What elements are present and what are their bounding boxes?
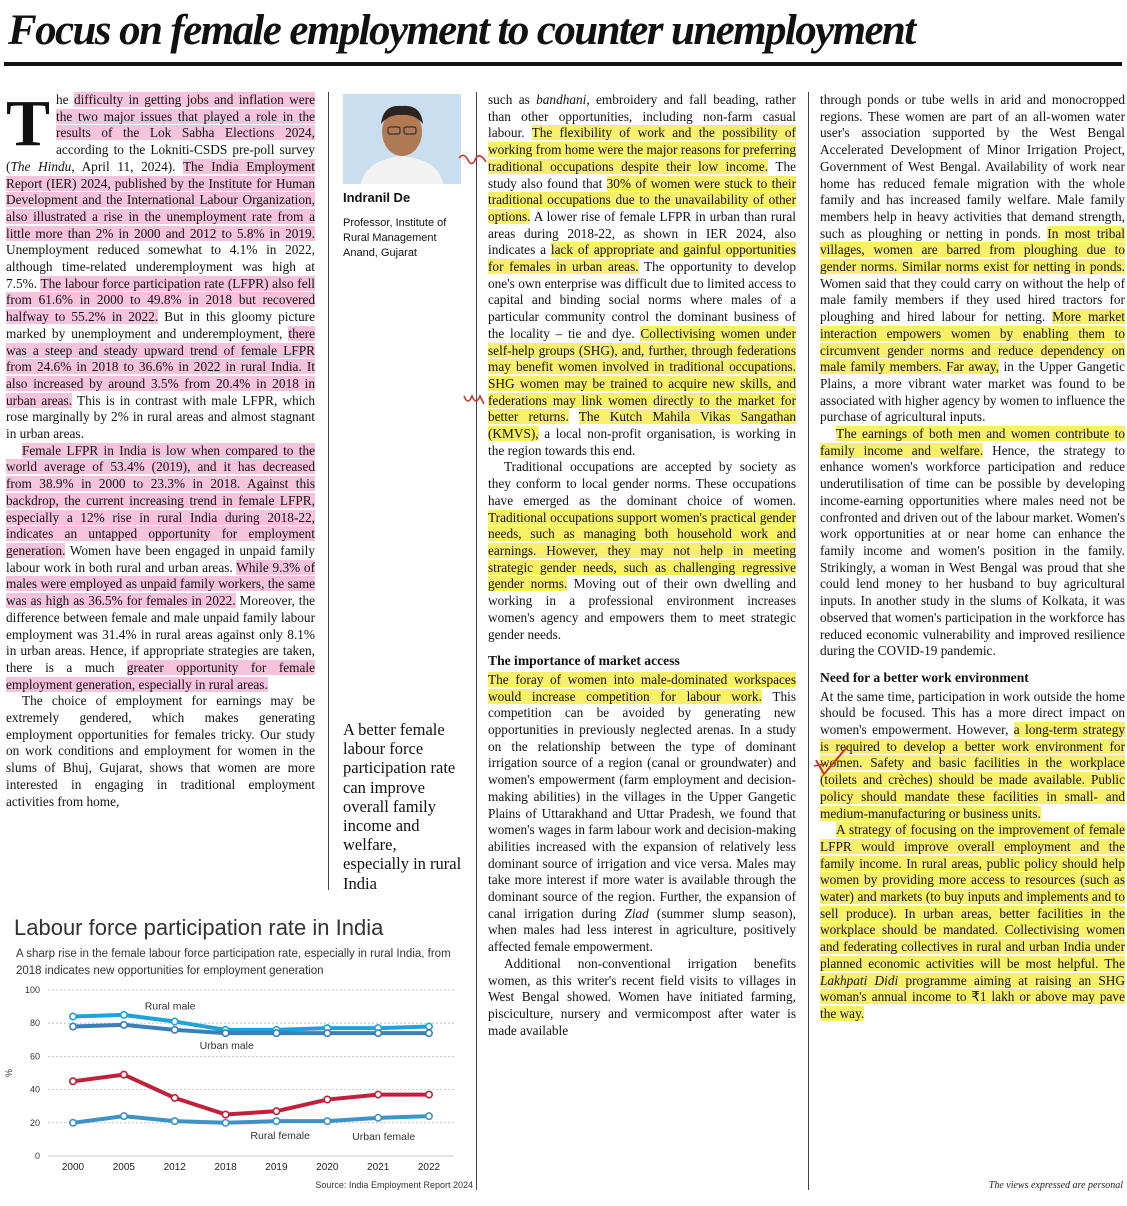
x-tick-label: 2019 (265, 1162, 288, 1173)
y-tick-label: 100 (24, 985, 40, 995)
data-point (222, 1030, 228, 1036)
subheading: The importance of market access (488, 653, 680, 669)
data-point (324, 1118, 330, 1124)
column-rule (808, 92, 809, 1190)
text-run: in the Upper Gangetic Plains, a more vibrant water market was found to be associated with higher agency by women to influence the purchase of agricultural inputs. (820, 359, 1125, 425)
highlighted-text: 30% of women were stuck to their traditional occupations due to the unavailability of other options. (488, 175, 796, 224)
author-photo (343, 94, 461, 184)
text-run: Additional non-conventional irrigation benefits women, as this writer's recent field visits to villages in West Bengal showed. Women have initiated farming, pisciculture, nursery and vermicompost after water is made available (488, 955, 796, 1038)
text-run: This competition can be avoided by generating new opportunities in previously neglected arenas. In a study on the relationship between the type of dominant irrigation source of a region (canal or groundwater) and women's empowerment (farm employment and decision-making abilities) in the villages in the Upper Gangetic Plains of Uttarakhand and Uttar Pradesh, we found that women's wages in farm labour work and decision-making abilities increased with the expansion of relatively less dominant source of irrigation and vice versa. Males may take more interest if more water is available through the dominant source of the region. Further, the expansion of canal irrigation during (488, 688, 796, 921)
highlighted-text: greater opportunity for female employment generation, especially in rural areas. (6, 659, 315, 692)
highlighted-text: lack of appropriate and gainful opportunities for females in urban areas. (488, 242, 796, 275)
article-column-1 (6, 92, 315, 892)
highlighted-text: The labour force participation rate (LFPR) also fell from 61.6% in 2000 to 49.8% in 2018 but recovered halfway to 55.2% in 2022. (6, 275, 315, 325)
data-point (426, 1023, 432, 1029)
data-point (121, 1012, 127, 1018)
chart-subtitle: A sharp rise in the female labour force participation rate, especially in rural India, from 2018 indicates new opportunities for employment generation (16, 948, 451, 977)
series-label: Rural male (144, 1000, 196, 1013)
data-point (273, 1030, 279, 1036)
italic-text: Ziad (624, 905, 649, 921)
handwritten-annotation-icon (462, 390, 490, 412)
text-run: But in this gloomy picture marked by unemployment and underemployment, (6, 309, 315, 341)
data-point (70, 1013, 76, 1019)
series-label: Urban male (199, 1040, 254, 1053)
data-point (121, 1071, 127, 1077)
highlighted-text: The earnings of both men and women contribute to family income and welfare. (820, 426, 1125, 458)
x-tick-label: 2018 (214, 1162, 237, 1173)
data-point (172, 1118, 178, 1124)
paragraph (488, 956, 796, 1040)
text-run: Hence, the strategy to enhance women's workforce participation and reduce underutilisation of time can be possible by developing income-earning opportunities where males need not be confronted and driven out of the labour market. Women's work opportunities at or near home can enhance the family income and women's position in the family. Strikingly, a woman in West Bengal was proud that she could lend money to her husband to buy agricultural inputs. In another study in the slums of Kolkata, it was observed that women's participation in the workforce has reduced economic vulnerability and improved resilience during the COVID-19 pandemic. (820, 442, 1125, 659)
top-rule (4, 62, 1122, 66)
highlighted-text: In most tribal villages, women are barred from ploughing due to gender norms. Similar norms exist for netting in ponds. (820, 225, 1125, 275)
text-run: Unemployment reduced somewhat to 4.1% in 2022, although time-related underemployment was high at 7.5%. (6, 242, 315, 291)
text-run: a local non-profit organisation, is working in the region towards this end. (488, 426, 796, 458)
text-run: The choice of employment for earnings may be extremely gendered, which makes generating employment opportunities for females tricky. Our study on work conditions and employment for women in the slums of Bhuj, Gujarat, shows that women are more interested in engaging in traditional employment activities from home, (6, 693, 315, 809)
x-tick-label: 2000 (61, 1162, 85, 1173)
series-label: Urban female (352, 1130, 416, 1143)
data-point (222, 1120, 228, 1126)
paragraph (820, 822, 1125, 1022)
paragraph (488, 459, 796, 643)
paragraph (820, 92, 1125, 426)
paragraph (820, 689, 1125, 823)
data-point (172, 1018, 178, 1024)
data-point (70, 1078, 76, 1084)
data-point (172, 1027, 178, 1033)
x-tick-label: 2012 (163, 1162, 186, 1173)
author-name: Indranil De (343, 190, 411, 205)
column-rule (476, 92, 477, 1190)
paragraph (6, 92, 315, 443)
text-run: This is in contrast with male LFPR, which rose marginally by 2% in rural areas and almost stagnant in urban areas. (6, 392, 315, 442)
subheading: Need for a better work environment (820, 669, 1029, 685)
article-column-4 (820, 92, 1125, 1172)
y-tick-label: 20 (29, 1117, 40, 1128)
data-point (375, 1030, 381, 1036)
data-point (375, 1115, 381, 1121)
data-point (70, 1023, 76, 1029)
headline: Focus on female employment to counter unemployment (8, 7, 915, 54)
x-tick-label: 2022 (417, 1162, 441, 1173)
highlighted-text: Lakhpati Didi (820, 972, 899, 988)
text-run: Traditional occupations are accepted by society as they conform to local gender norms. These occupations have emerged as the dominant choice of women. (488, 459, 796, 508)
text-run: The opportunity to develop one's own enterprise was difficult due to limited access to capital and binding social norms where males of a particular community control the dominant business of the locality – tie and dye. (488, 259, 796, 341)
text-run: he (56, 92, 74, 107)
text-run: Women have been engaged in unpaid family labour work in both rural and urban areas. (6, 542, 315, 575)
data-point (426, 1091, 432, 1097)
data-point (426, 1030, 432, 1036)
text-run: A lower rise of female LFPR in urban than rural areas during 2018-22, as shown in IER 2024, also indicates a (488, 208, 796, 258)
series-label: Rural female (250, 1130, 310, 1143)
paragraph (6, 443, 315, 694)
data-point (121, 1022, 127, 1028)
italic-text: bandhani (536, 92, 587, 107)
data-point (324, 1096, 330, 1102)
text-run: , embroidery and fall beading, rather than other opportunities, including non-farm casual labour. (488, 92, 796, 141)
data-point (426, 1113, 432, 1119)
y-tick-label: 0 (34, 1151, 40, 1161)
text-run: Moreover, the difference between female and male unpaid family labour employment was 31.4% in rural areas against only 8.1% in urban areas. Hence, if appropriate strategies are taken, there is a much (6, 593, 315, 675)
highlighted-text: Female LFPR in India is low when compared to the world average of 53.4% (2019), and it has decreased from 38.9% in 2000 to 23.3% in 2018. Against this backdrop, the current increasing trend in female LFPR, especially a 12% rise in rural India during 2018-22, indicates an untapped opportunity for employment generation. (6, 442, 315, 558)
column-rule (328, 92, 329, 890)
data-point (222, 1111, 228, 1117)
highlighted-text: The foray of women into male-dominated workspaces would increase competition for labour work. (488, 671, 796, 704)
highlighted-text: a long-term strategy is required to develop a better work environment for women. Safety and basic facilities in the workplace (toilets and crèches) should be made available. Public policy should mandate these facilities in small- and medium-manufacturing or business units. (820, 722, 1125, 821)
text-run: The study also found that (488, 158, 796, 191)
x-tick-label: 2005 (112, 1162, 135, 1173)
highlighted-text: Traditional occupations support women's practical gender needs, such as managing both household work and earnings. However, they may not help in meeting strategic gender needs, such as challenging regressive gender norms. (488, 509, 796, 592)
checkmark-annotation-icon (812, 742, 852, 782)
highlighted-text: Collectivising women under self-help groups (SHG), and, further, through federations may benefit women involved in traditional occupations. SHG women may be trained to acquire new skills, and federations may link women directly to the market for better returns. (488, 325, 796, 425)
text-run: according to the Lokniti-CSDS pre-poll survey ( (6, 142, 315, 174)
highlighted-text: The Kutch Mahila Vikas Sangathan (KMVS), (488, 409, 796, 442)
text-run: Moving out of their own dwelling and working in a professional environment increases women's agency and empowers them to meet strategic gender needs. (488, 576, 796, 642)
data-point (70, 1120, 76, 1126)
text-run: (summer slump season), when males had less interest in agriculture, positively affected female empowerment. (488, 905, 796, 955)
data-point (172, 1095, 178, 1101)
y-tick-label: 40 (29, 1084, 40, 1095)
highlighted-text: While 9.3% of males were employed as unpaid family workers, the same was as high as 36.5% for females in 2022. (6, 559, 315, 609)
y-tick-label: 80 (29, 1018, 40, 1029)
text-run: At the same time, participation in work outside the home should be focused. This has a more direct impact on women's empowerment. However, (820, 688, 1125, 738)
text-run: through ponds or tube wells in arid and monocropped regions. These women are part of an all-women water user's association supported by the West Bengal Accelerated Development of Minor Irrigation Project, Government of West Bengal. Availability of work near home has reduced female migration with the whole family and has increased family welfare. Male family members help in heavy activities that demand strength, such as ploughing or netting in ponds. (820, 92, 1125, 241)
text-run: , April 11, 2024). (71, 158, 183, 174)
paragraph (6, 693, 315, 810)
x-tick-label: 2021 (367, 1162, 390, 1173)
drop-cap: T (6, 92, 51, 160)
paragraph (820, 426, 1125, 660)
text-run (569, 409, 579, 424)
paragraph (488, 672, 796, 956)
highlighted-text: The flexibility of work and the possibility of working from home were the major reasons for preferring traditional occupations despite their low income. (488, 125, 796, 174)
pull-quote: A better female labour force participation rate can improve overall family income and welfare, especially in rural India (343, 720, 462, 893)
disclaimer-note: The views expressed are personal (988, 1180, 1123, 1191)
author-portrait-image (343, 94, 461, 184)
data-point (324, 1030, 330, 1036)
highlighted-text: difficulty in getting jobs and inflation were the two major issues that played a role in the results of the Lok Sabha Elections 2024, (56, 92, 315, 141)
article-column-3 (488, 92, 796, 1196)
text-run: such as (488, 92, 537, 107)
handwritten-annotation-icon (456, 150, 492, 178)
author-description: Professor, Institute of Rural Management Anand, Gujarat (343, 217, 447, 259)
highlighted-text: there was a steep and steady upward trend of female LFPR from 24.6% in 2018 to 36.6% in 2022 in rural India. It also increased by around 3.5% from 20.4% in 2018 in urban areas. (6, 325, 315, 408)
highlighted-text: programme aiming at raising an SHG woman's annual income to ₹1 lakh or above may pave the way. (820, 972, 1125, 1021)
data-point (273, 1118, 279, 1124)
y-tick-label: 60 (29, 1051, 40, 1062)
chart-title: Labour force participation rate in India (14, 915, 384, 940)
italic-text: The Hindu (10, 158, 72, 174)
highlighted-text: The India Employment Report (IER) 2024, published by the Institute for Human Development and the International Labour Organization, also illustrated a rise in the unemployment rate from a little more than 2% in 2000 and 2012 to 5.8% in 2019. (6, 158, 315, 241)
lfpr-line-chart (0, 980, 476, 1178)
highlighted-text: More market interaction empowers women by enabling them to circumvent gender norms and reduce dependency on male family members. Far away, (820, 309, 1125, 375)
text-run: Women said that they could carry on without the help of male family members if they used hired tractors for ploughing and hired labour for netting. (820, 275, 1125, 325)
data-point (121, 1113, 127, 1119)
paragraph (488, 92, 796, 459)
chart-source: Source: India Employment Report 2024 (315, 1180, 473, 1190)
data-point (375, 1091, 381, 1097)
highlighted-text: A strategy of focusing on the improvement of female LFPR would improve overall employment and the family income. In rural areas, public policy should help women by providing more access to resources (such as water) and markets (to buy inputs and implements and to sell produce). In urban areas, better facilities in the workplace should be mandated. Collectivising women and federating collectives in rural and urban India under planned economic activities will be most helpful. The (820, 822, 1125, 971)
x-tick-label: 2020 (316, 1162, 339, 1173)
data-point (273, 1108, 279, 1114)
y-axis-label: % (4, 1068, 14, 1078)
